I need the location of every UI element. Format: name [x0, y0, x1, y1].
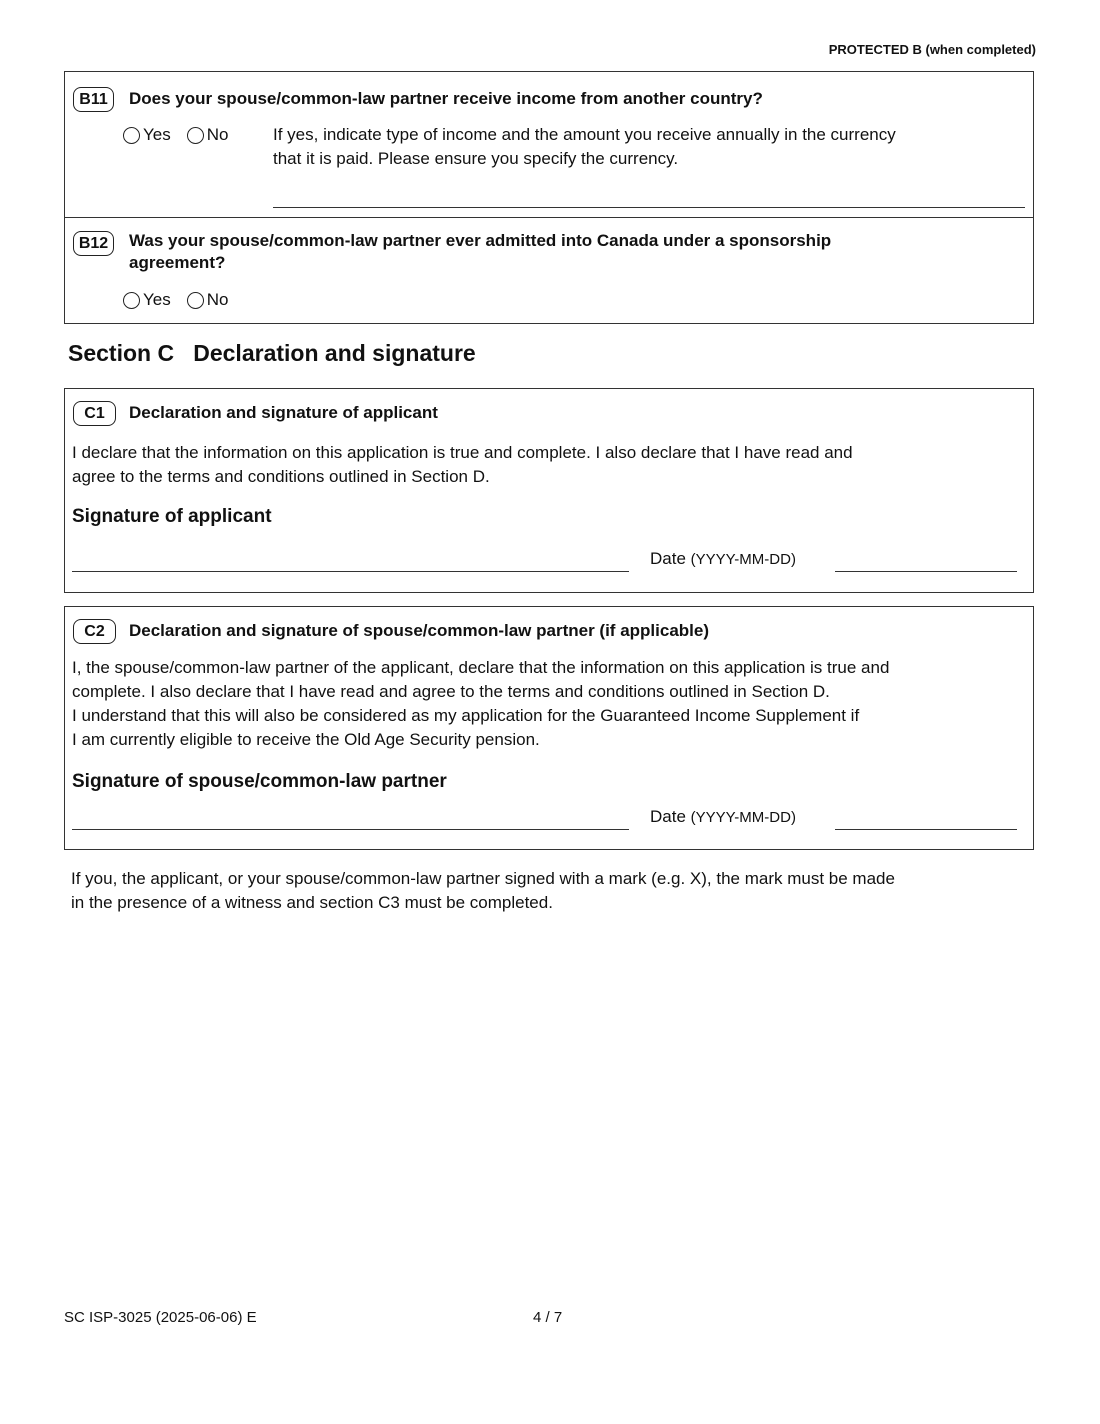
c2-declaration	[72, 656, 1032, 752]
b11-question: Does your spouse/common-law partner receive income from another country?	[129, 89, 763, 108]
b12-no-label: No	[206, 290, 229, 309]
c2-declaration-line: I understand that this will also be considered as my application for the Guaranteed Income Supplement if	[72, 706, 860, 725]
b12-question	[129, 230, 831, 274]
c1-title: Declaration and signature of applicant	[129, 403, 438, 422]
b12-yes-label: Yes	[143, 290, 171, 309]
radio-circle-icon[interactable]	[187, 292, 204, 309]
c1-date-label	[650, 549, 796, 569]
b12-badge: B12	[73, 231, 114, 256]
b11-note	[273, 123, 896, 171]
c1-signature-label: Signature of applicant	[72, 506, 272, 527]
c1-declaration	[72, 441, 1029, 489]
c2-declaration-line: I am currently eligible to receive the Old Age Security pension.	[72, 730, 540, 749]
b11-no-label: No	[206, 125, 229, 144]
c2-title: Declaration and signature of spouse/common-law partner (if applicable)	[129, 621, 709, 640]
b12-yes-radio[interactable]	[123, 290, 171, 310]
c2-date-text: Date	[650, 807, 686, 826]
mark-note-line: If you, the applicant, or your spouse/common-law partner signed with a mark (e.g. X), the mark must be made	[71, 869, 895, 888]
c2-signature-field[interactable]	[72, 829, 629, 830]
protected-label: PROTECTED B (when completed)	[828, 42, 1036, 57]
c2-signature-label: Signature of spouse/common-law partner	[72, 771, 447, 792]
b11-yes-label: Yes	[143, 125, 171, 144]
b11-note-line: that it is paid. Please ensure you specify the currency.	[273, 149, 679, 168]
c1-date-format: (YYYY-MM-DD)	[690, 551, 796, 568]
c1-declaration-line: agree to the terms and conditions outlined in Section D.	[72, 467, 490, 486]
c2-section	[64, 606, 1034, 850]
radio-circle-icon[interactable]	[123, 292, 140, 309]
b12-section	[64, 217, 1034, 324]
c1-declaration-line: I declare that the information on this application is true and complete. I also declare that I have read and	[72, 443, 853, 462]
page-number: 4 / 7	[533, 1309, 563, 1326]
c2-date-label	[650, 807, 796, 827]
b11-answer-field[interactable]	[273, 207, 1025, 208]
b12-question-line: agreement?	[129, 253, 226, 272]
b11-note-line: If yes, indicate type of income and the amount you receive annually in the currency	[273, 125, 896, 144]
b11-badge: B11	[73, 87, 114, 112]
c1-signature-field[interactable]	[72, 571, 629, 572]
b12-no-radio[interactable]	[187, 290, 229, 310]
c2-date-field[interactable]	[835, 829, 1017, 830]
b12-question-line: Was your spouse/common-law partner ever admitted into Canada under a sponsorship	[129, 231, 832, 250]
radio-circle-icon[interactable]	[123, 127, 140, 144]
c1-date-field[interactable]	[835, 571, 1017, 572]
mark-note	[71, 867, 895, 915]
b11-section	[64, 71, 1034, 218]
b11-yes-radio[interactable]	[123, 125, 171, 145]
c2-declaration-line: I, the spouse/common-law partner of the applicant, declare that the information on this application is true and	[72, 658, 890, 677]
c2-badge: C2	[73, 619, 116, 644]
form-id: SC ISP-3025 (2025-06-06) E	[64, 1309, 257, 1326]
radio-circle-icon[interactable]	[187, 127, 204, 144]
b11-no-radio[interactable]	[187, 125, 229, 145]
c2-date-format: (YYYY-MM-DD)	[690, 809, 796, 826]
c1-badge: C1	[73, 401, 116, 426]
mark-note-line: in the presence of a witness and section C3 must be completed.	[71, 893, 553, 912]
c1-date-text: Date	[650, 549, 686, 568]
b12-radio-group	[123, 290, 228, 310]
b11-radio-group	[123, 125, 228, 145]
section-c-title: Section C Declaration and signature	[68, 340, 476, 366]
c2-declaration-line: complete. I also declare that I have read and agree to the terms and conditions outlined in Section D.	[72, 682, 830, 701]
c1-section	[64, 388, 1034, 593]
